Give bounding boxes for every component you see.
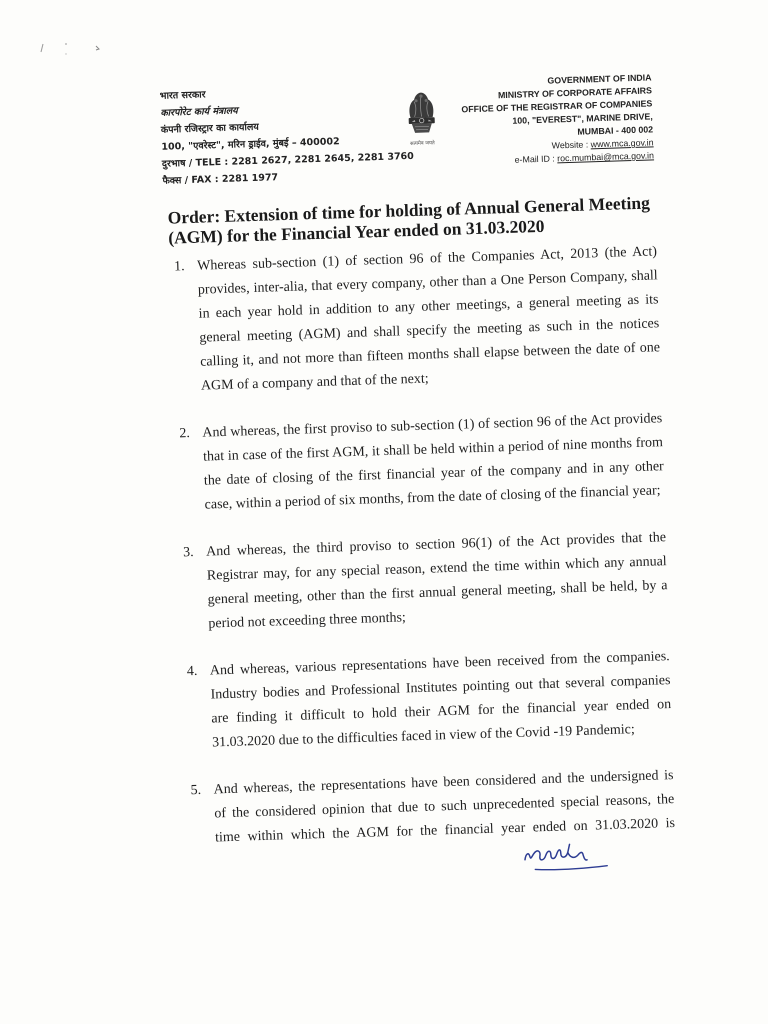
city-line: MUMBAI - 400 002 <box>577 124 654 137</box>
paragraph-number: 4. <box>186 663 198 680</box>
hindi-ministry-line: कारपोरेट कार्य मंत्रालय <box>160 105 238 119</box>
paragraph-text <box>197 240 661 398</box>
paragraph-text <box>202 407 665 517</box>
paragraph-3 <box>183 526 669 637</box>
paragraph-line: general meeting (AGM) and shall specify the meeting as such in the notices <box>199 316 660 346</box>
hindi-address-line: 100, "एवरेस्ट", मरिन ड्राईव, मुंबई – 400002 <box>161 136 340 153</box>
emblem-motto: सत्यमेव जयते <box>410 140 435 147</box>
hindi-fax-line: फैक्स / FAX : 2281 1977 <box>162 172 279 187</box>
hindi-government-line: भारत सरकार <box>159 89 206 102</box>
paragraph-line: period not exceeding three months; <box>208 610 407 632</box>
office-line: OFFICE OF THE REGISTRAR OF COMPANIES <box>461 98 653 115</box>
website-label: Website : <box>551 139 591 151</box>
hindi-office-line: कंपनी रजिस्ट्रार का कार्यालय <box>160 121 260 136</box>
paragraph-line: the date of closing of the first financial year of the company and in any other <box>203 459 664 489</box>
paragraph-line: AGM of a company and that of the next; <box>200 371 429 394</box>
paragraph-line: And whereas, various representations have been received from the companies. <box>209 649 670 679</box>
paragraph-number: 1. <box>173 259 185 275</box>
paragraph-line: that in case of the first AGM, it shall be held within a period of nine months from <box>202 435 664 465</box>
paragraph-number: 5. <box>190 782 202 799</box>
email-link: roc.mumbai@mca.gov.in <box>557 150 655 164</box>
paragraph-line: provides, inter-alia, that every company, other than a One Person Company, shall <box>197 268 658 298</box>
paragraph-line: Registrar may, for any special reason, extend the time within which any annual <box>206 554 667 584</box>
paragraph-line: are finding it difficult to hold their AGM for the financial year ended on <box>211 697 672 727</box>
handwritten-signature <box>520 839 611 874</box>
address-line: 100, "EVEREST", MARINE DRIVE, <box>512 111 653 126</box>
paragraph-line: And whereas, the third proviso to section 96(1) of the Act provides that the <box>205 530 667 560</box>
paragraph-line: And whereas, the representations have been considered and the undersigned is <box>213 768 674 798</box>
paragraph-line: time within which the AGM for the financial year ended on 31.03.2020 is <box>214 816 676 846</box>
hindi-letterhead <box>160 80 415 190</box>
paragraph-number: 2. <box>179 426 191 442</box>
paragraph-text <box>213 764 675 850</box>
order-title: Order: Extension of time for holding of Annual General Meeting (AGM) for the Financial Year ended on 31.03.2020 <box>167 192 651 248</box>
ministry-line: MINISTRY OF CORPORATE AFFAIRS <box>497 85 653 101</box>
paragraph-line: general meeting, other than the first annual general meeting, shall be held, by a <box>207 578 668 608</box>
paragraph-number: 3. <box>182 545 194 561</box>
english-letterhead <box>411 71 654 169</box>
paragraph-2 <box>179 407 665 518</box>
email-label: e-Mail ID : <box>514 153 558 165</box>
paragraph-line: calling it, and not more than fifteen months shall elapse between the date of one <box>199 340 661 370</box>
government-line: GOVERNMENT OF INDIA <box>547 72 652 86</box>
paragraph-text <box>210 645 673 755</box>
paragraph-4 <box>187 645 673 756</box>
paragraph-line: 31.03.2020 due to the difficulties faced in view of the Covid -19 Pandemic; <box>211 722 635 751</box>
paragraph-line: in each year hold in addition to any other meetings, a general meeting as its <box>198 292 659 322</box>
paragraph-line: Industry bodies and Professional Institutes pointing out that several companies <box>210 673 671 703</box>
paragraph-5 <box>190 764 675 851</box>
paragraph-line: Whereas sub-section (1) of section 96 of the Companies Act, 2013 (the Act) <box>196 244 658 274</box>
paragraph-1 <box>174 240 661 399</box>
paragraph-text <box>206 526 669 636</box>
paragraph-line: And whereas, the first proviso to sub-section (1) of section 96 of the Act provides <box>202 411 663 441</box>
paragraph-line: of the considered opinion that due to such unprecedented special reasons, the <box>214 792 675 822</box>
website-link: www.mca.gov.in <box>590 137 654 150</box>
order-body <box>174 240 676 874</box>
hindi-telephone-line: दुरभाष / TELE : 2281 2627, 2281 2645, 2281 3760 <box>161 150 414 170</box>
paragraph-line: case, within a period of six months, from the date of closing of the financial year; <box>204 483 661 513</box>
